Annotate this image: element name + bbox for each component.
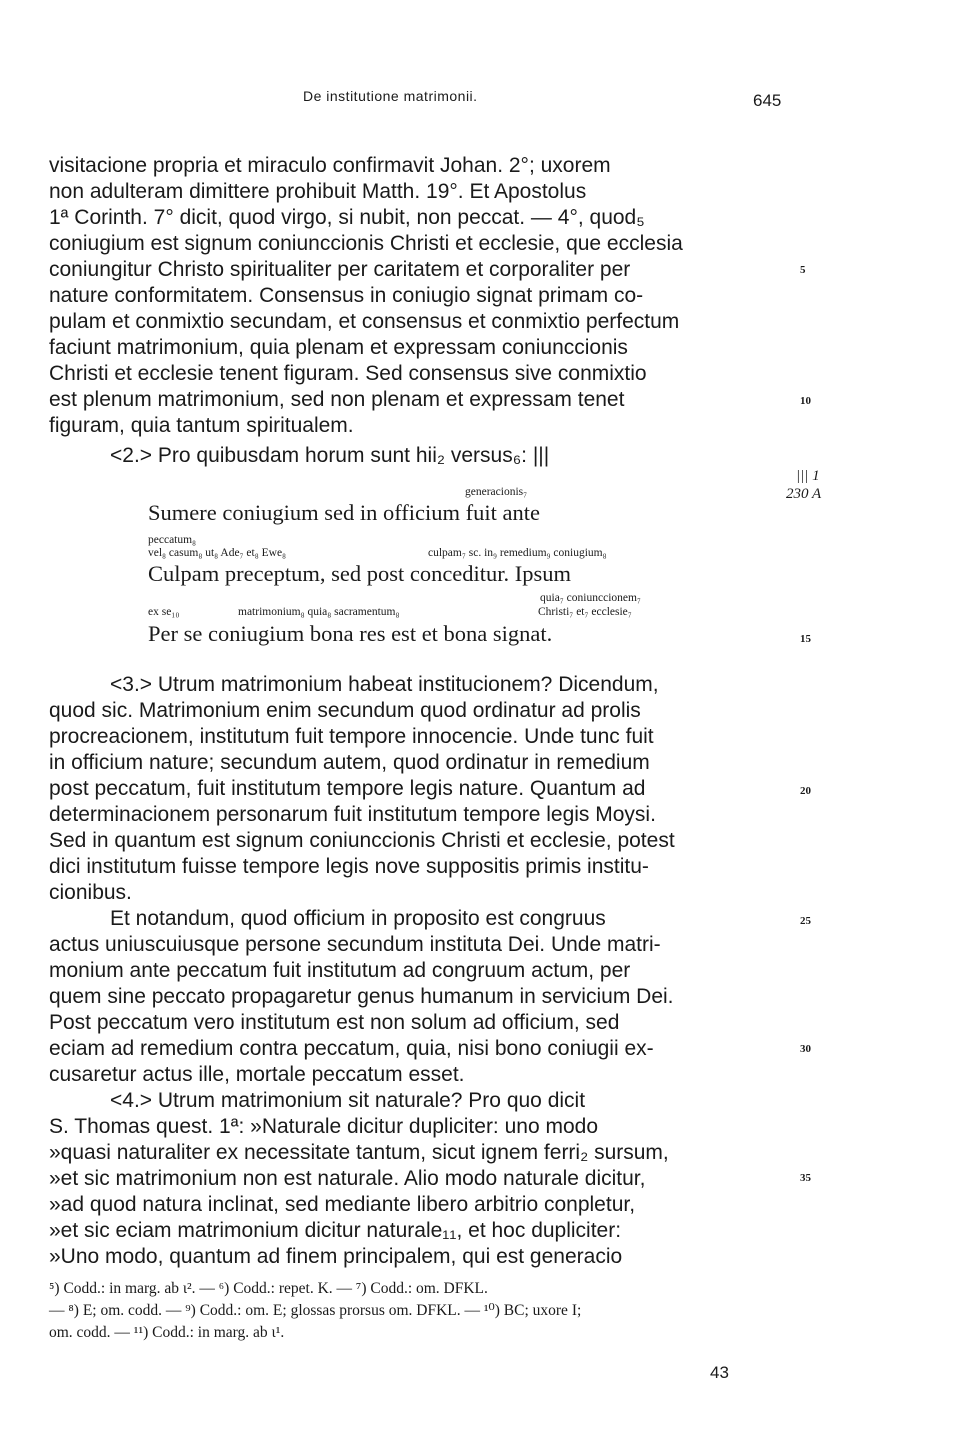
text-line: coniugium est signum coniunccionis Christi et ecclesie, que ecclesia xyxy=(49,232,683,255)
gloss: quia₇ coniunccionem₇ xyxy=(540,592,641,604)
text-line: est plenum matrimonium, sed non plenam et expressam tenet xyxy=(49,388,625,411)
text-line: dici institutum fuisse tempore legis nove suppositis primis institu- xyxy=(49,855,649,878)
page-number: 645 xyxy=(753,91,782,110)
text-line: cionibus. xyxy=(49,881,132,904)
text-line: post peccatum, fuit institutum tempore legis nature. Quantum ad xyxy=(49,777,646,800)
gloss: vel₈ casum₈ ut₈ Ade₇ et₈ Ewe₈ xyxy=(148,547,287,559)
text-line: quem sine peccato propagaretur genus humanum in servicium Dei. xyxy=(49,985,674,1008)
text-line: in officium nature; secundum autem, quod ordinatur in remedium xyxy=(49,751,650,774)
text-line: visitacione propria et miraculo confirmavit Johan. 2°; uxorem xyxy=(49,154,611,177)
line-number: 10 xyxy=(800,395,811,407)
footnote-line: ⁵) Codd.: in marg. ab ι². — ⁶) Codd.: repet. K. — ⁷) Codd.: om. DFKL. xyxy=(49,1280,488,1297)
running-title: De institutione matrimonii. xyxy=(303,88,478,104)
verse-line: Per se coniugium bona res est et bona signat. xyxy=(148,621,553,646)
line-number: 20 xyxy=(800,785,811,797)
text-line: 1ª Corinth. 7° dicit, quod virgo, si nubit, non peccat. — 4°, quod₅ xyxy=(49,206,645,229)
gloss: peccatum₈ xyxy=(148,534,197,546)
text-line: monium ante peccatum fuit institutum ad congruum actum, per xyxy=(49,959,631,982)
gloss: matrimonium₈ quia₈ sacramentum₈ xyxy=(238,606,400,618)
text-line: figuram, quia tantum spiritualem. xyxy=(49,414,354,437)
section-4-heading: <4.> Utrum matrimonium sit naturale? Pro quo dicit xyxy=(110,1089,586,1112)
text-line: nature conformitatem. Consensus in coniugio signat primam co- xyxy=(49,284,644,307)
text-line: »quasi naturaliter ex necessitate tantum, sicut ignem ferri₂ sursum, xyxy=(49,1141,669,1164)
text-line: faciunt matrimonium, quia plenam et expressam coniunccionis xyxy=(49,336,628,359)
text-line: coniungitur Christo spiritualiter per caritatem et corporaliter per xyxy=(49,258,631,281)
line-number: 15 xyxy=(800,633,811,645)
text-line: »et sic matrimonium non est naturale. Alio modo naturale dicitur, xyxy=(49,1167,646,1190)
signature-mark: 43 xyxy=(710,1363,729,1382)
verse-line: Sumere coniugium sed in officium fuit ante xyxy=(148,500,541,525)
text-line: determinacionem personarum fuit institutum tempore legis Moysi. xyxy=(49,803,656,826)
text-line: quod sic. Matrimonium enim secundum quod ordinatur ad prolis xyxy=(49,699,641,722)
text-line: pulam et conmixtio secundam, et consensus et conmixtio perfectum xyxy=(49,310,680,333)
text-line: Sed in quantum est signum coniunccionis Christi et ecclesie, potest xyxy=(49,829,675,852)
text-line: actus uniuscuiusque persone secundum instituta Dei. Unde matri- xyxy=(49,933,661,956)
text-line: Christi et ecclesie tenent figuram. Sed consensus sive conmixtio xyxy=(49,362,647,385)
text-line: eciam ad remedium contra peccatum, quia, nisi bono coniugii ex- xyxy=(49,1037,654,1060)
section-2-heading: <2.> Pro quibusdam horum sunt hii₂ versus₆: ||| xyxy=(110,444,550,467)
gloss: Christi₇ et₇ ecclesie₇ xyxy=(538,606,632,618)
text-line: »Uno modo, quantum ad finem principalem, qui est generacio xyxy=(49,1245,623,1268)
margin-ref: ||| 1 xyxy=(796,468,820,484)
line-number: 35 xyxy=(800,1172,811,1184)
text-line: non adulteram dimittere prohibuit Matth. 19°. Et Apostolus xyxy=(49,180,587,203)
text-line: Et notandum, quod officium in proposito est congruus xyxy=(110,907,606,930)
gloss: ex se₁₀ xyxy=(148,606,180,618)
line-number: 30 xyxy=(800,1043,811,1055)
gloss: generacionis₇ xyxy=(465,486,528,498)
text-line: cusaretur actus ille, mortale peccatum esset. xyxy=(49,1063,465,1086)
line-number: 5 xyxy=(800,264,806,276)
text-line: S. Thomas quest. 1ª: »Naturale dicitur dupliciter: uno modo xyxy=(49,1115,599,1138)
footnote-line: om. codd. — ¹¹) Codd.: in marg. ab ι¹. xyxy=(49,1324,285,1341)
verse-line: Culpam preceptum, sed post conceditur. Ipsum xyxy=(148,561,572,586)
text-line: Post peccatum vero institutum est non solum ad officium, sed xyxy=(49,1011,620,1034)
line-number: 25 xyxy=(800,915,811,927)
text-line: »et sic eciam matrimonium dicitur naturale₁₁, et hoc dupliciter: xyxy=(49,1219,622,1242)
footnote-line: — ⁸) E; om. codd. — ⁹) Codd.: om. E; glossas prorsus om. DFKL. — ¹⁰) BC; uxore I; xyxy=(49,1302,582,1319)
margin-ref: 230 A xyxy=(786,486,822,502)
gloss: culpam₇ sc. in₉ remedium₉ coniugium₈ xyxy=(428,547,607,559)
text-line: »ad quod natura inclinat, sed mediante libero arbitrio conpletur, xyxy=(49,1193,636,1216)
text-line: procreacionem, institutum fuit tempore innocencie. Unde tunc fuit xyxy=(49,725,654,748)
section-3-heading: <3.> Utrum matrimonium habeat institucionem? Dicendum, xyxy=(110,673,659,696)
